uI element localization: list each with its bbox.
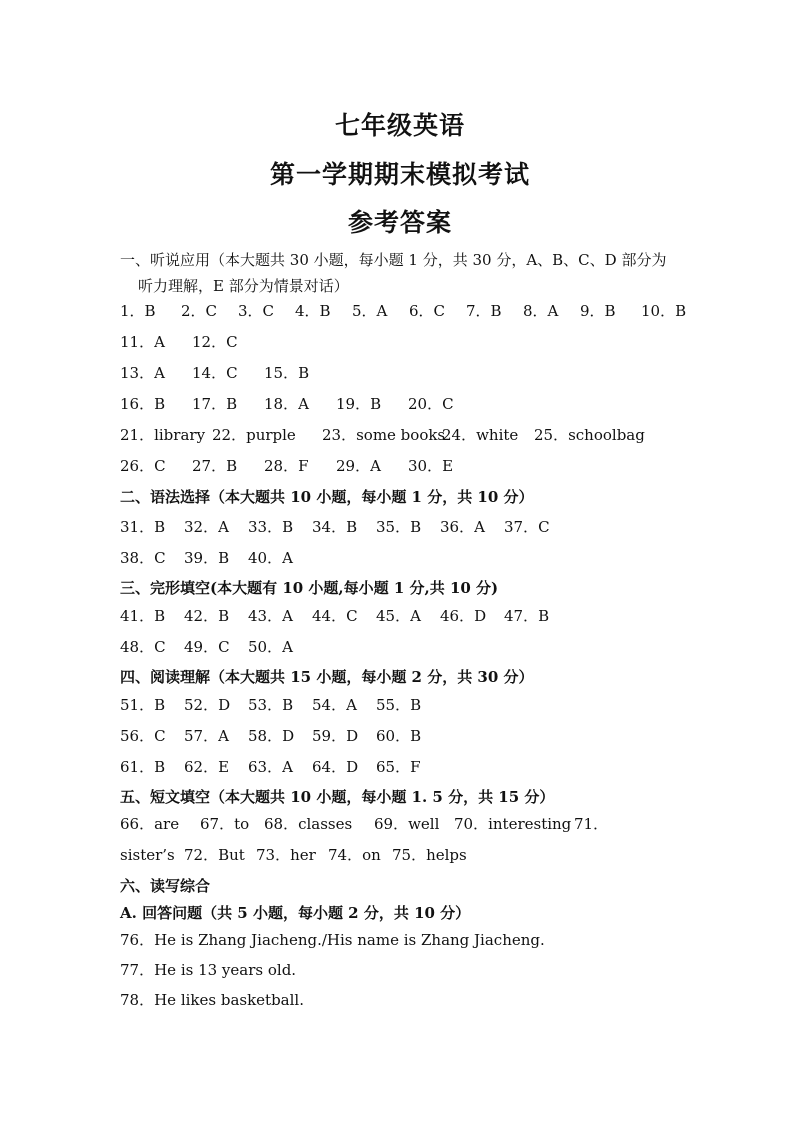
answer-item: 14．C xyxy=(192,364,238,382)
answer-row-38-40 xyxy=(120,548,720,568)
answer-item: 34．B xyxy=(312,518,358,536)
answer-76: 76．He is Zhang Jiacheng./His name is Zhang Jiacheng. xyxy=(120,931,545,949)
answer-item: 1．B xyxy=(120,302,156,320)
exam-title: 第一学期期末模拟考试 xyxy=(269,160,530,189)
answer-item: 68．classes xyxy=(264,815,353,833)
answer-item: 16．B xyxy=(120,395,166,413)
answer-item: 20．C xyxy=(408,395,454,413)
answer-item: 7．B xyxy=(466,302,502,320)
section-1-heading: 一、听说应用（本大题共 30 小题，每小题 1 分，共 30 分，A、B、C、D 部分为 xyxy=(120,251,667,269)
answer-item: 52．D xyxy=(184,696,231,714)
answer-row-1-10 xyxy=(120,301,720,321)
answer-item: 65．F xyxy=(376,758,421,776)
answer-item: 5．A xyxy=(352,302,388,320)
answer-77: 77．He is 13 years old. xyxy=(120,961,297,979)
answer-item: 64．D xyxy=(312,758,359,776)
section-5-heading: 五、短文填空（本大题共 10 小题，每小题 1. 5 分，共 15 分） xyxy=(120,788,555,806)
grade-title: 七年级英语 xyxy=(334,111,465,140)
answer-row-31-37 xyxy=(120,517,720,537)
answer-title: 参考答案 xyxy=(347,208,452,237)
section-2-heading: 二、语法选择（本大题共 10 小题，每小题 1 分，共 10 分） xyxy=(120,488,534,506)
section-4-heading: 四、阅读理解（本大题共 15 小题，每小题 2 分，共 30 分） xyxy=(120,668,534,686)
answer-item: 43．A xyxy=(248,607,293,625)
answer-item: 30．E xyxy=(408,457,454,475)
answer-item: 45．A xyxy=(376,607,421,625)
answer-row-66-71 xyxy=(120,814,720,834)
answer-item: 3．C xyxy=(238,302,275,320)
answer-item: 33．B xyxy=(248,518,294,536)
answer-item: 13．A xyxy=(120,364,165,382)
answer-item: 61．B xyxy=(120,758,166,776)
answer-item: 29．A xyxy=(336,457,381,475)
answer-item: 27．B xyxy=(192,457,238,475)
answer-item: 47．B xyxy=(504,607,550,625)
answer-item: sister’s xyxy=(120,846,175,864)
answer-item: 24．white xyxy=(442,426,519,444)
answer-item: 26．C xyxy=(120,457,166,475)
answer-item: 63．A xyxy=(248,758,293,776)
section-1-heading-cont: 听力理解，E 部分为情景对话） xyxy=(138,277,349,295)
answer-item: 15．B xyxy=(264,364,310,382)
answer-row-71-75 xyxy=(120,845,720,865)
answer-item: 70．interesting xyxy=(454,815,572,833)
answer-item: 28．F xyxy=(264,457,309,475)
answer-item: 42．B xyxy=(184,607,230,625)
answer-item: 60．B xyxy=(376,727,422,745)
answer-item: 38．C xyxy=(120,549,166,567)
answer-item: 18．A xyxy=(264,395,309,413)
answer-row-11-12 xyxy=(120,332,720,352)
answer-row-61-65 xyxy=(120,757,720,777)
answer-item: 35．B xyxy=(376,518,422,536)
answer-item: 9．B xyxy=(580,302,616,320)
answer-item: 72．But xyxy=(184,846,245,864)
answer-item: 62．E xyxy=(184,758,230,776)
answer-item: 55．B xyxy=(376,696,422,714)
answer-item: 67．to xyxy=(200,815,250,833)
answer-item: 49．C xyxy=(184,638,230,656)
answer-item: 11．A xyxy=(120,333,165,351)
section-3-heading: 三、完形填空(本大题有 10 小题,每小题 1 分,共 10 分) xyxy=(120,579,499,597)
answer-row-51-55 xyxy=(120,695,720,715)
answer-item: 57．A xyxy=(184,727,229,745)
answer-item: 32．A xyxy=(184,518,229,536)
answer-item: 58．D xyxy=(248,727,295,745)
answer-item: 37．C xyxy=(504,518,550,536)
answer-78: 78．He likes basketball. xyxy=(120,991,304,1009)
answer-item: 73．her xyxy=(256,846,316,864)
section-6a-heading: A. 回答问题（共 5 小题，每小题 2 分，共 10 分） xyxy=(120,904,471,922)
answer-item: 21．library xyxy=(120,426,206,444)
answer-item: 22．purple xyxy=(212,426,296,444)
answer-item: 10．B xyxy=(641,302,687,320)
answer-item: 71． xyxy=(574,815,609,833)
answer-item: 6．C xyxy=(409,302,446,320)
answer-item: 17．B xyxy=(192,395,238,413)
answer-item: 8．A xyxy=(523,302,559,320)
answer-item: 54．A xyxy=(312,696,357,714)
answer-item: 23．some books xyxy=(322,426,446,444)
answer-row-41-47 xyxy=(120,606,720,626)
answer-item: 41．B xyxy=(120,607,166,625)
answer-item: 66．are xyxy=(120,815,180,833)
answer-row-21-25 xyxy=(120,425,720,445)
answer-item: 59．D xyxy=(312,727,359,745)
answer-item: 44．C xyxy=(312,607,358,625)
answer-item: 36．A xyxy=(440,518,485,536)
answer-item: 74．on xyxy=(328,846,381,864)
answer-item: 31．B xyxy=(120,518,166,536)
answer-item: 25．schoolbag xyxy=(534,426,645,444)
answer-item: 69．well xyxy=(374,815,440,833)
answer-item: 75．helps xyxy=(392,846,467,864)
answer-item: 39．B xyxy=(184,549,230,567)
answer-item: 2．C xyxy=(181,302,218,320)
answer-item: 56．C xyxy=(120,727,166,745)
answer-row-48-50 xyxy=(120,637,720,657)
answer-item: 12．C xyxy=(192,333,238,351)
answer-row-56-60 xyxy=(120,726,720,746)
answer-item: 51．B xyxy=(120,696,166,714)
answer-row-16-20 xyxy=(120,394,720,414)
answer-item: 53．B xyxy=(248,696,294,714)
answer-item: 46．D xyxy=(440,607,487,625)
answer-item: 50．A xyxy=(248,638,293,656)
section-6-heading: 六、读写综合 xyxy=(120,877,211,895)
answer-item: 4．B xyxy=(295,302,331,320)
answer-item: 40．A xyxy=(248,549,293,567)
answer-item: 19．B xyxy=(336,395,382,413)
answer-row-26-30 xyxy=(120,456,720,476)
answer-row-13-15 xyxy=(120,363,720,383)
answer-item: 48．C xyxy=(120,638,166,656)
